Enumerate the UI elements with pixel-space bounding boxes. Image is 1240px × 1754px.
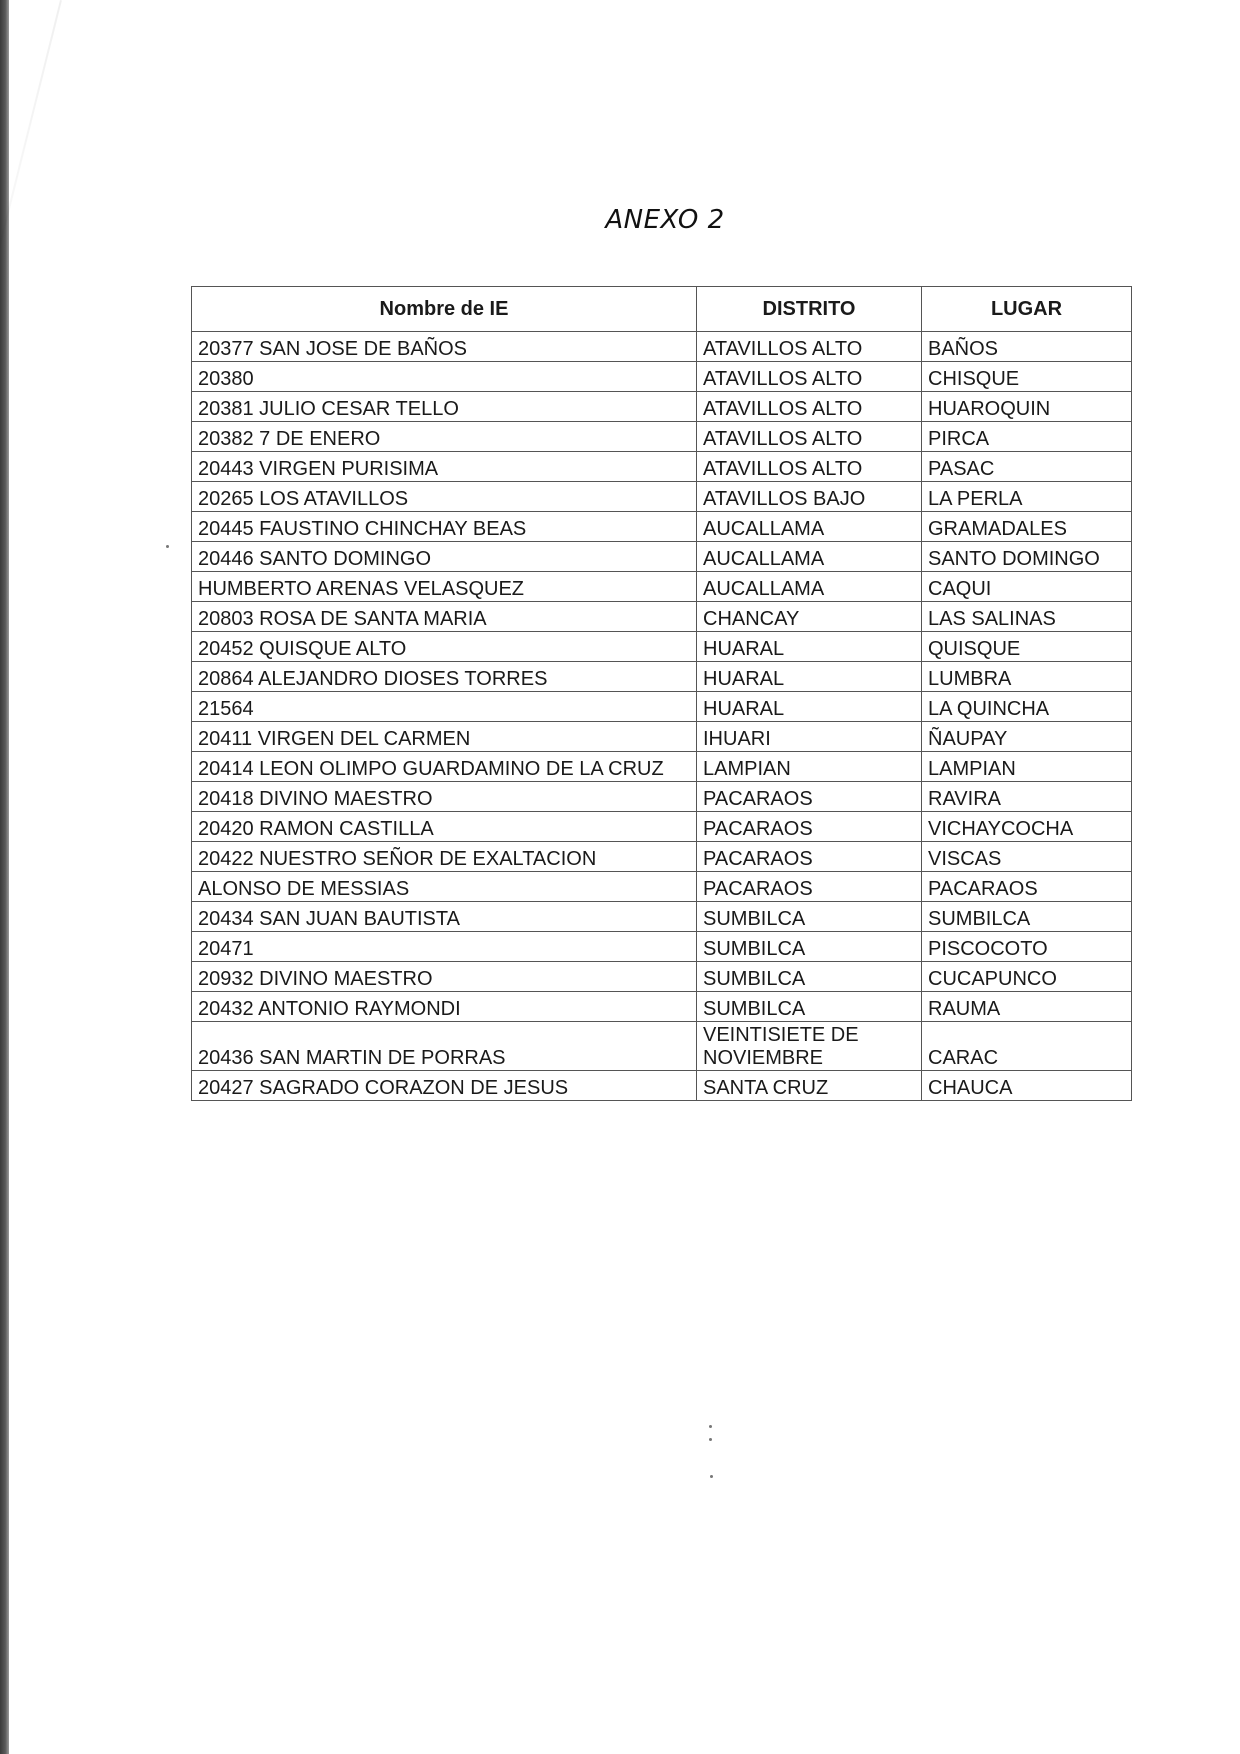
- scan-speck: [709, 1425, 712, 1428]
- cell-distrito: SUMBILCA: [697, 932, 922, 962]
- cell-lugar: HUAROQUIN: [922, 392, 1132, 422]
- schools-table: [191, 286, 1132, 1101]
- cell-distrito: AUCALLAMA: [697, 572, 922, 602]
- cell-lugar: GRAMADALES: [922, 512, 1132, 542]
- table-row: [192, 362, 1132, 392]
- cell-lugar: CHISQUE: [922, 362, 1132, 392]
- cell-lugar: LA QUINCHA: [922, 692, 1132, 722]
- cell-nombre-ie: 20422 NUESTRO SEÑOR DE EXALTACION: [192, 842, 697, 872]
- cell-distrito: LAMPIAN: [697, 752, 922, 782]
- cell-nombre-ie: 20420 RAMON CASTILLA: [192, 812, 697, 842]
- table-row: [192, 632, 1132, 662]
- cell-distrito: SANTA CRUZ: [697, 1071, 922, 1101]
- cell-distrito: ATAVILLOS BAJO: [697, 482, 922, 512]
- cell-distrito: CHANCAY: [697, 602, 922, 632]
- cell-distrito: VEINTISIETE DE NOVIEMBRE: [697, 1022, 922, 1071]
- cell-distrito: AUCALLAMA: [697, 542, 922, 572]
- table-row: [192, 902, 1132, 932]
- table-row: [192, 452, 1132, 482]
- cell-distrito: ATAVILLOS ALTO: [697, 332, 922, 362]
- header-nombre-ie: Nombre de IE: [192, 287, 697, 332]
- cell-lugar: LAMPIAN: [922, 752, 1132, 782]
- table-row: [192, 722, 1132, 752]
- table-row: [192, 662, 1132, 692]
- cell-lugar: CUCAPUNCO: [922, 962, 1132, 992]
- cell-distrito: PACARAOS: [697, 872, 922, 902]
- cell-lugar: ÑAUPAY: [922, 722, 1132, 752]
- cell-nombre-ie: 20377 SAN JOSE DE BAÑOS: [192, 332, 697, 362]
- cell-nombre-ie: 20432 ANTONIO RAYMONDI: [192, 992, 697, 1022]
- table-row: [192, 422, 1132, 452]
- cell-distrito: SUMBILCA: [697, 962, 922, 992]
- cell-nombre-ie: 20471: [192, 932, 697, 962]
- cell-nombre-ie: 20803 ROSA DE SANTA MARIA: [192, 602, 697, 632]
- cell-lugar: PIRCA: [922, 422, 1132, 452]
- cell-nombre-ie: 20443 VIRGEN PURISIMA: [192, 452, 697, 482]
- cell-distrito: SUMBILCA: [697, 902, 922, 932]
- document-title: ANEXO 2: [605, 205, 725, 235]
- scan-speck: [710, 1475, 713, 1478]
- table-row: [192, 962, 1132, 992]
- table-row: [192, 602, 1132, 632]
- cell-nombre-ie: 20382 7 DE ENERO: [192, 422, 697, 452]
- cell-nombre-ie: 20411 VIRGEN DEL CARMEN: [192, 722, 697, 752]
- cell-nombre-ie: 20265 LOS ATAVILLOS: [192, 482, 697, 512]
- cell-nombre-ie: 20436 SAN MARTIN DE PORRAS: [192, 1022, 697, 1071]
- cell-lugar: CHAUCA: [922, 1071, 1132, 1101]
- table-row: [192, 842, 1132, 872]
- cell-distrito: IHUARI: [697, 722, 922, 752]
- scan-speck: [709, 1438, 712, 1441]
- cell-lugar: PACARAOS: [922, 872, 1132, 902]
- table-row: [192, 542, 1132, 572]
- cell-lugar: LAS SALINAS: [922, 602, 1132, 632]
- cell-nombre-ie: 21564: [192, 692, 697, 722]
- table-row: [192, 1071, 1132, 1101]
- cell-lugar: RAVIRA: [922, 782, 1132, 812]
- cell-lugar: SUMBILCA: [922, 902, 1132, 932]
- cell-nombre-ie: HUMBERTO ARENAS VELASQUEZ: [192, 572, 697, 602]
- cell-distrito: HUARAL: [697, 692, 922, 722]
- cell-distrito: PACARAOS: [697, 842, 922, 872]
- table-row: [192, 872, 1132, 902]
- cell-distrito: HUARAL: [697, 662, 922, 692]
- cell-lugar: VISCAS: [922, 842, 1132, 872]
- cell-nombre-ie: 20427 SAGRADO CORAZON DE JESUS: [192, 1071, 697, 1101]
- table-row: [192, 752, 1132, 782]
- cell-distrito: AUCALLAMA: [697, 512, 922, 542]
- header-distrito: DISTRITO: [697, 287, 922, 332]
- cell-lugar: CAQUI: [922, 572, 1132, 602]
- cell-nombre-ie: 20445 FAUSTINO CHINCHAY BEAS: [192, 512, 697, 542]
- scan-speck: [166, 545, 169, 548]
- header-lugar: LUGAR: [922, 287, 1132, 332]
- cell-nombre-ie: 20418 DIVINO MAESTRO: [192, 782, 697, 812]
- cell-lugar: LUMBRA: [922, 662, 1132, 692]
- cell-nombre-ie: 20414 LEON OLIMPO GUARDAMINO DE LA CRUZ: [192, 752, 697, 782]
- table-row: [192, 932, 1132, 962]
- cell-lugar: VICHAYCOCHA: [922, 812, 1132, 842]
- cell-distrito: ATAVILLOS ALTO: [697, 452, 922, 482]
- table-row: [192, 572, 1132, 602]
- cell-lugar: LA PERLA: [922, 482, 1132, 512]
- scan-edge: [0, 0, 9, 1754]
- cell-distrito: PACARAOS: [697, 812, 922, 842]
- table-row: [192, 1022, 1132, 1071]
- table-body: [192, 332, 1132, 1101]
- cell-nombre-ie: ALONSO DE MESSIAS: [192, 872, 697, 902]
- cell-lugar: QUISQUE: [922, 632, 1132, 662]
- table-row: [192, 782, 1132, 812]
- table-row: [192, 392, 1132, 422]
- cell-nombre-ie: 20380: [192, 362, 697, 392]
- cell-lugar: RAUMA: [922, 992, 1132, 1022]
- cell-distrito: ATAVILLOS ALTO: [697, 362, 922, 392]
- cell-nombre-ie: 20434 SAN JUAN BAUTISTA: [192, 902, 697, 932]
- cell-lugar: CARAC: [922, 1022, 1132, 1071]
- table-row: [192, 812, 1132, 842]
- cell-nombre-ie: 20932 DIVINO MAESTRO: [192, 962, 697, 992]
- table-row: [192, 482, 1132, 512]
- table-row: [192, 332, 1132, 362]
- cell-lugar: BAÑOS: [922, 332, 1132, 362]
- cell-nombre-ie: 20864 ALEJANDRO DIOSES TORRES: [192, 662, 697, 692]
- cell-distrito: HUARAL: [697, 632, 922, 662]
- cell-lugar: SANTO DOMINGO: [922, 542, 1132, 572]
- cell-nombre-ie: 20381 JULIO CESAR TELLO: [192, 392, 697, 422]
- table-header-row: [192, 287, 1132, 332]
- cell-distrito: SUMBILCA: [697, 992, 922, 1022]
- table-row: [192, 692, 1132, 722]
- cell-distrito: PACARAOS: [697, 782, 922, 812]
- cell-nombre-ie: 20446 SANTO DOMINGO: [192, 542, 697, 572]
- cell-lugar: PISCOCOTO: [922, 932, 1132, 962]
- cell-lugar: PASAC: [922, 452, 1132, 482]
- table-row: [192, 992, 1132, 1022]
- cell-distrito: ATAVILLOS ALTO: [697, 422, 922, 452]
- cell-nombre-ie: 20452 QUISQUE ALTO: [192, 632, 697, 662]
- table-row: [192, 512, 1132, 542]
- cell-distrito: ATAVILLOS ALTO: [697, 392, 922, 422]
